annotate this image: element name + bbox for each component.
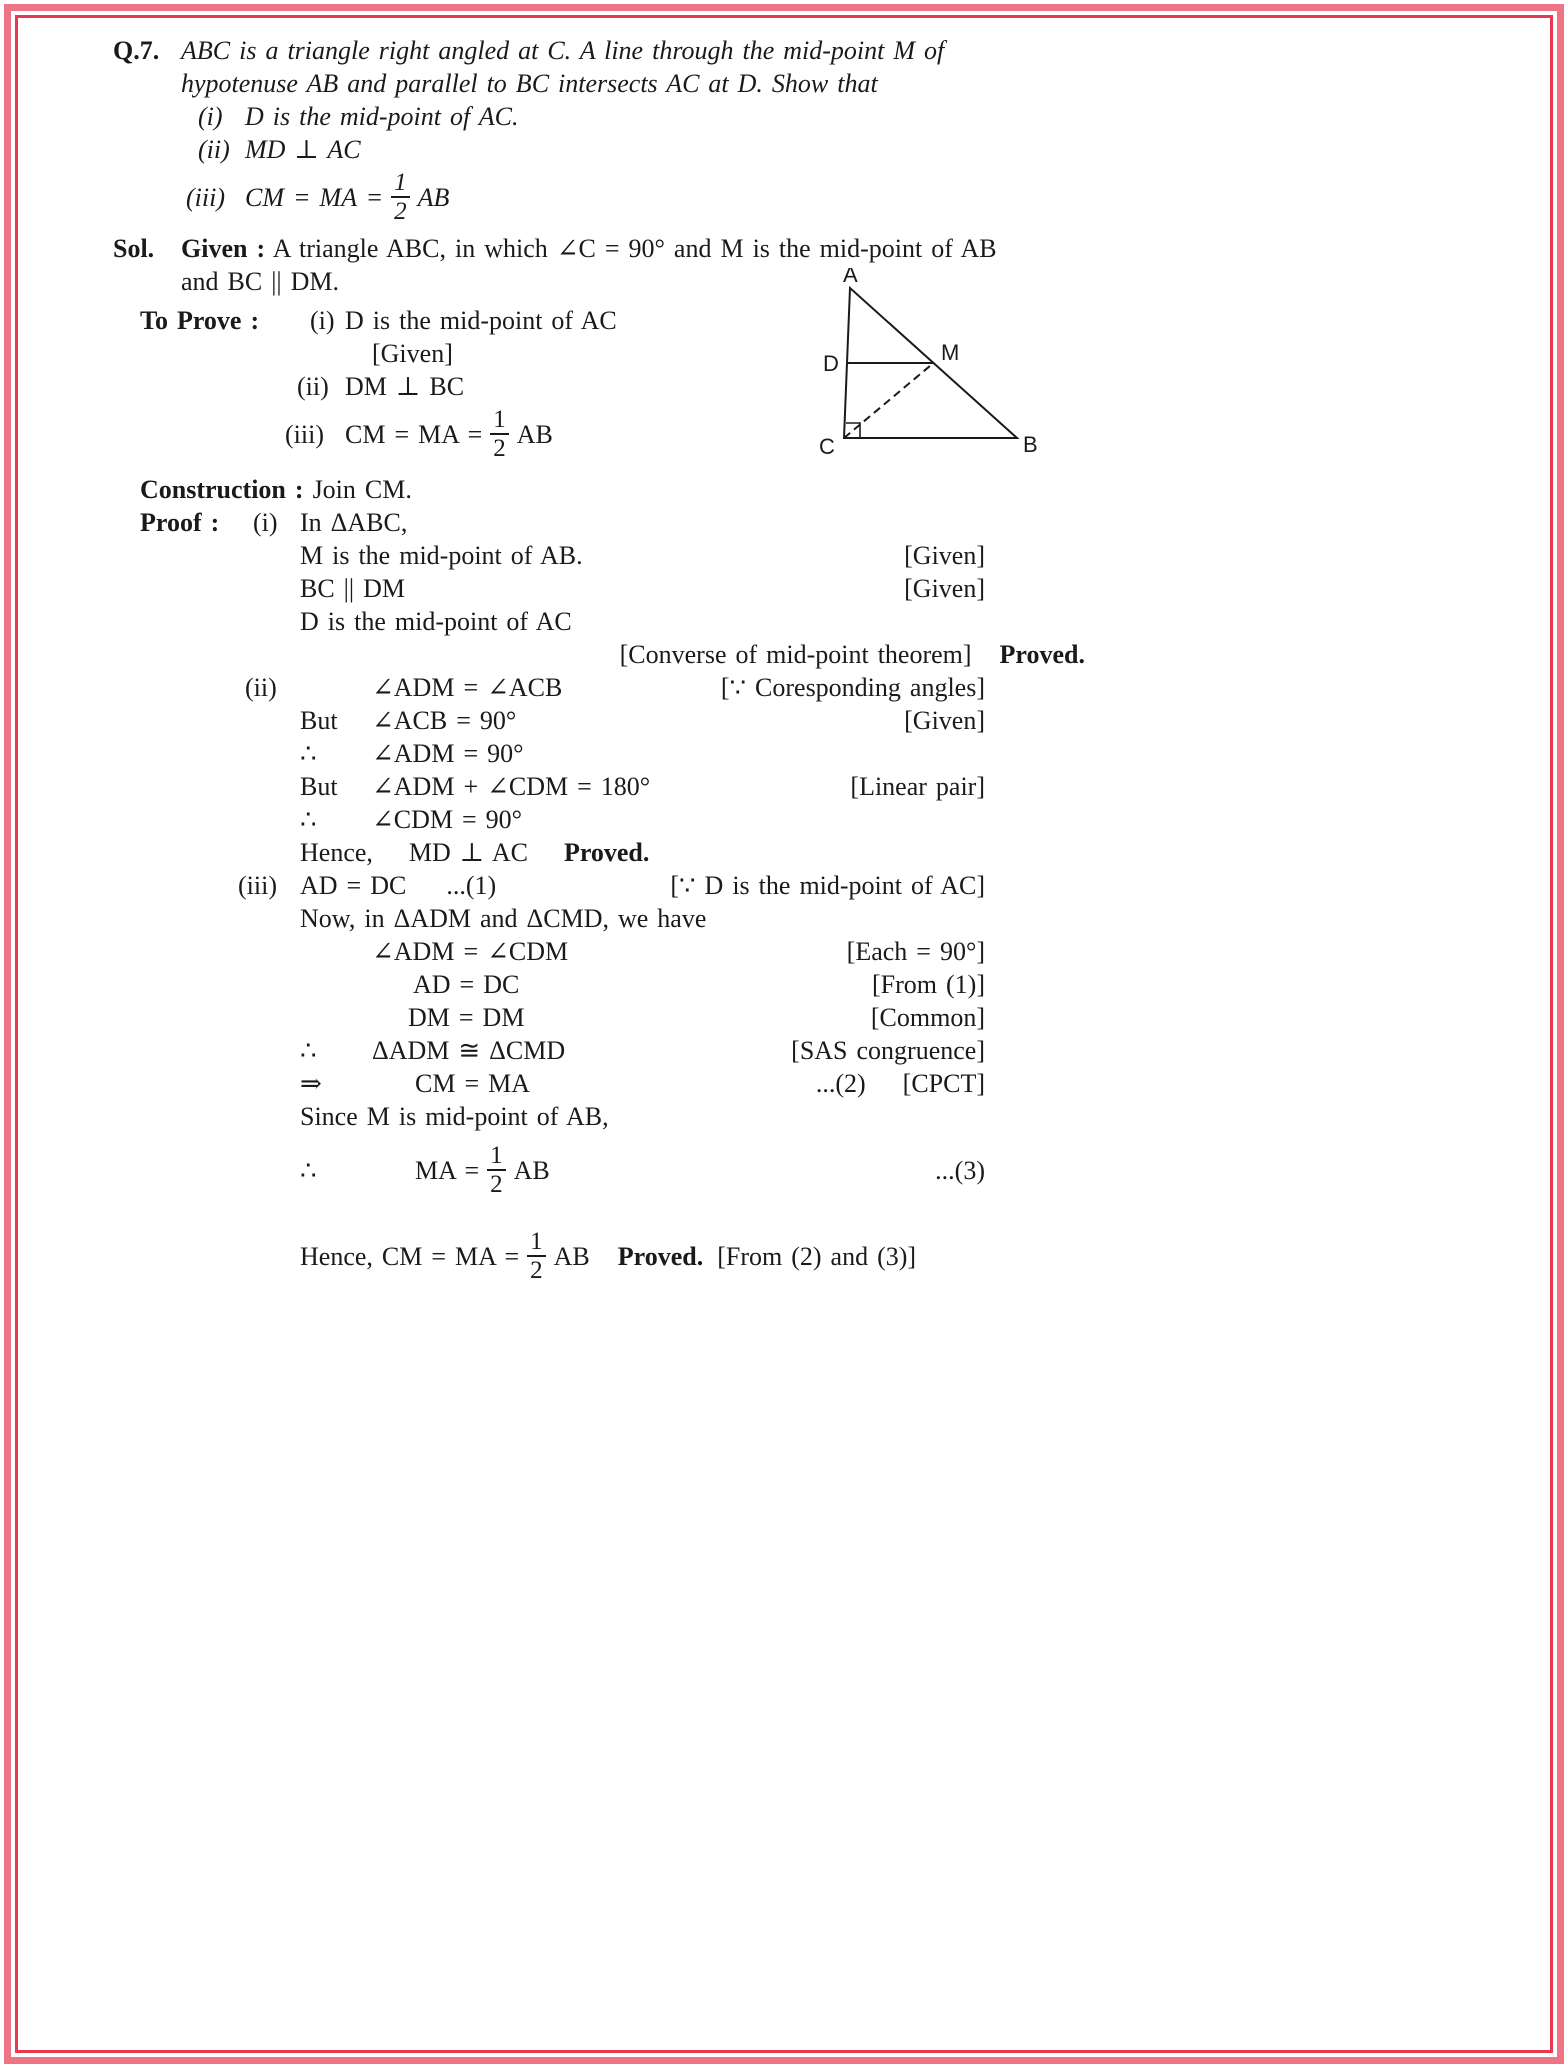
from-ref: [From (2) and (3)] — [717, 1241, 917, 1271]
question-first-line — [113, 34, 1085, 67]
one-half-fraction — [490, 406, 509, 463]
statement: AD = DC — [413, 970, 520, 999]
justification: [∵ Coresponding angles] — [720, 673, 985, 702]
sol-label: Sol. — [113, 234, 155, 263]
given-row — [113, 232, 1085, 265]
justification: [Each = 90°] — [846, 937, 985, 966]
equation-ref: ...(2) — [815, 1069, 866, 1098]
statement: D is the mid-point of AC — [300, 607, 572, 636]
proof-row — [300, 572, 1085, 605]
proof-part-i-intro: In ΔABC, — [300, 508, 408, 537]
proof-row-since — [300, 1100, 1085, 1133]
statement: AD = DC — [300, 871, 407, 900]
hence-statement: MD ⊥ AC — [408, 838, 528, 867]
proof-row — [300, 737, 1085, 770]
proof-part-iii-number: (iii) — [238, 871, 277, 900]
to-prove-num-iii: (iii) — [285, 419, 324, 449]
proof-row — [300, 770, 1085, 803]
justification — [985, 803, 1085, 836]
conclusion-justification: [Converse of mid-point theorem] — [619, 640, 972, 669]
statement: ∠ADM + ∠CDM = 180° — [372, 772, 651, 801]
row-prefix: ∴ — [300, 1036, 317, 1065]
proof-row — [300, 605, 1085, 638]
to-prove-note-i: [Given] — [372, 339, 453, 368]
proof-label: Proof : — [140, 508, 220, 537]
to-prove-num-i: (i) — [310, 306, 335, 335]
statement: ΔADM ≅ ΔCMD — [372, 1036, 566, 1065]
to-prove-label: To Prove : — [140, 306, 260, 335]
proof-row — [300, 803, 1085, 836]
question-number: Q.7. — [113, 36, 160, 65]
equation-ref: ...(3) — [935, 1155, 985, 1185]
statement-after: AB — [513, 1155, 550, 1185]
proof-row — [300, 869, 1085, 902]
fraction-denominator: 2 — [490, 433, 509, 463]
statement: CM = MA — [415, 1069, 531, 1098]
proof-part-i — [113, 539, 1085, 671]
justification — [985, 737, 1085, 770]
proof-head — [140, 506, 1085, 539]
justification — [985, 605, 1085, 638]
item-label: (ii) — [198, 135, 230, 164]
question-item-ii — [198, 133, 1085, 166]
proof-row — [300, 704, 1085, 737]
item-text-after: AB — [417, 182, 450, 212]
to-prove-text-i: D is the mid-point of AC — [345, 306, 617, 335]
justification — [816, 1067, 1085, 1100]
justification-text: [CPCT] — [902, 1069, 985, 1098]
item-label: (iii) — [186, 182, 225, 212]
statement: DM = DM — [408, 1003, 525, 1032]
fraction-numerator: 1 — [493, 405, 506, 433]
final-conclusion-row — [300, 1225, 1085, 1287]
justification: [Linear pair] — [850, 772, 985, 801]
proof-part-i-conclusion — [300, 638, 1085, 671]
fraction-numerator: 1 — [490, 1141, 503, 1169]
fraction-denominator: 2 — [391, 196, 410, 226]
construction-label: Construction : — [140, 475, 304, 504]
item-label: (i) — [198, 102, 223, 131]
statement: M is the mid-point of AB. — [300, 541, 583, 570]
row-prefix: ∴ — [300, 1155, 317, 1185]
proof-part-iii — [113, 869, 1085, 1287]
statement: ∠CDM = 90° — [372, 805, 523, 834]
given-line1-wrap — [181, 232, 997, 265]
given-label: Given : — [181, 234, 266, 263]
row-prefix: ∴ — [300, 805, 317, 834]
row-prefix: But — [300, 772, 338, 801]
row-prefix: ⇒ — [300, 1069, 322, 1098]
fraction-numerator: 1 — [530, 1227, 543, 1255]
statement: Now, in ΔADM and ΔCMD, we have — [300, 904, 707, 933]
statement: BC || DM — [300, 574, 405, 603]
row-prefix — [300, 671, 372, 704]
row-prefix: ∴ — [300, 739, 317, 768]
statement: ∠ADM = ∠ACB — [372, 673, 563, 702]
proof-row — [300, 968, 1085, 1001]
one-half-fraction — [391, 169, 410, 226]
statement: ∠ACB = 90° — [372, 706, 517, 735]
proof-part-ii-number: (ii) — [245, 673, 277, 702]
vertex-label-b: B — [1023, 432, 1038, 457]
justification: [Given] — [904, 541, 985, 570]
proof-intro — [300, 902, 1085, 935]
vertex-label-a: A — [843, 268, 858, 287]
proof-row-cpct — [300, 1067, 1085, 1100]
statement-before: Hence, CM = MA = — [300, 1241, 520, 1271]
one-half-fraction — [527, 1228, 546, 1285]
fraction-denominator: 2 — [487, 1169, 506, 1199]
segment-cm-dashed — [844, 363, 934, 438]
given-text-line1: A triangle ABC, in which ∠C = 90° and M is the mid-point of AB — [272, 234, 997, 263]
statement: ∠ADM = ∠CDM — [372, 937, 569, 966]
proof-row — [300, 671, 1085, 704]
question-block — [113, 34, 1085, 228]
to-prove-text-before: CM = MA = — [345, 419, 483, 449]
question-item-i — [198, 100, 1085, 133]
proved-label: Proved. — [999, 640, 1085, 669]
proof-row-ma — [300, 1139, 1085, 1201]
equation-ref: ...(1) — [446, 871, 497, 900]
justification: [From (1)] — [872, 970, 985, 999]
statement: ∠ADM = 90° — [372, 739, 524, 768]
statement: Since M is mid-point of AB, — [300, 1102, 609, 1131]
to-prove-text-after: AB — [516, 419, 553, 449]
document-content — [113, 34, 1085, 1287]
fraction-denominator: 2 — [527, 1255, 546, 1285]
question-text-line1: ABC is a triangle right angled at C. A line through the mid-point M of — [181, 36, 945, 65]
justification: [∵ D is the mid-point of AC] — [670, 871, 985, 900]
statement-before: MA = — [415, 1155, 480, 1185]
vertex-label-c: C — [819, 434, 835, 459]
hence-word: Hence, — [300, 838, 373, 867]
vertex-label-m: M — [941, 340, 960, 365]
proof-row — [300, 935, 1085, 968]
proof-row — [300, 1001, 1085, 1034]
proved-label: Proved. — [617, 1241, 704, 1271]
question-item-iii — [186, 166, 1085, 228]
row-prefix: But — [300, 706, 338, 735]
item-text-before: CM = MA = — [245, 182, 384, 212]
item-text: MD ⊥ AC — [245, 135, 361, 164]
justification: [SAS congruence] — [791, 1036, 985, 1065]
construction-text: Join CM. — [312, 475, 412, 504]
justification: [Common] — [870, 1003, 985, 1032]
proof-part-i-number: (i) — [253, 508, 278, 537]
given-text-line2: and BC || DM. — [181, 267, 340, 296]
question-text-line2: hypotenuse AB and parallel to BC intersects AC at D. Show that — [181, 69, 878, 98]
proof-part-ii-conclusion — [300, 836, 1085, 869]
proof-row — [300, 539, 1085, 572]
one-half-fraction — [487, 1142, 506, 1199]
proof-row-congruence — [300, 1034, 1085, 1067]
fraction-numerator: 1 — [394, 168, 407, 196]
justification: [Given] — [904, 706, 985, 735]
proof-part-ii — [113, 671, 1085, 869]
justification: [Given] — [904, 574, 985, 603]
to-prove-num-ii: (ii) — [297, 372, 329, 401]
to-prove-text-ii: DM ⊥ BC — [345, 372, 465, 401]
item-text: D is the mid-point of AC. — [245, 102, 519, 131]
triangle-diagram — [815, 268, 1040, 468]
construction-row — [140, 473, 1085, 506]
proved-label: Proved. — [563, 838, 650, 867]
vertex-label-d: D — [823, 351, 839, 376]
triangle-figure — [815, 268, 1040, 468]
statement-after: AB — [553, 1241, 590, 1271]
